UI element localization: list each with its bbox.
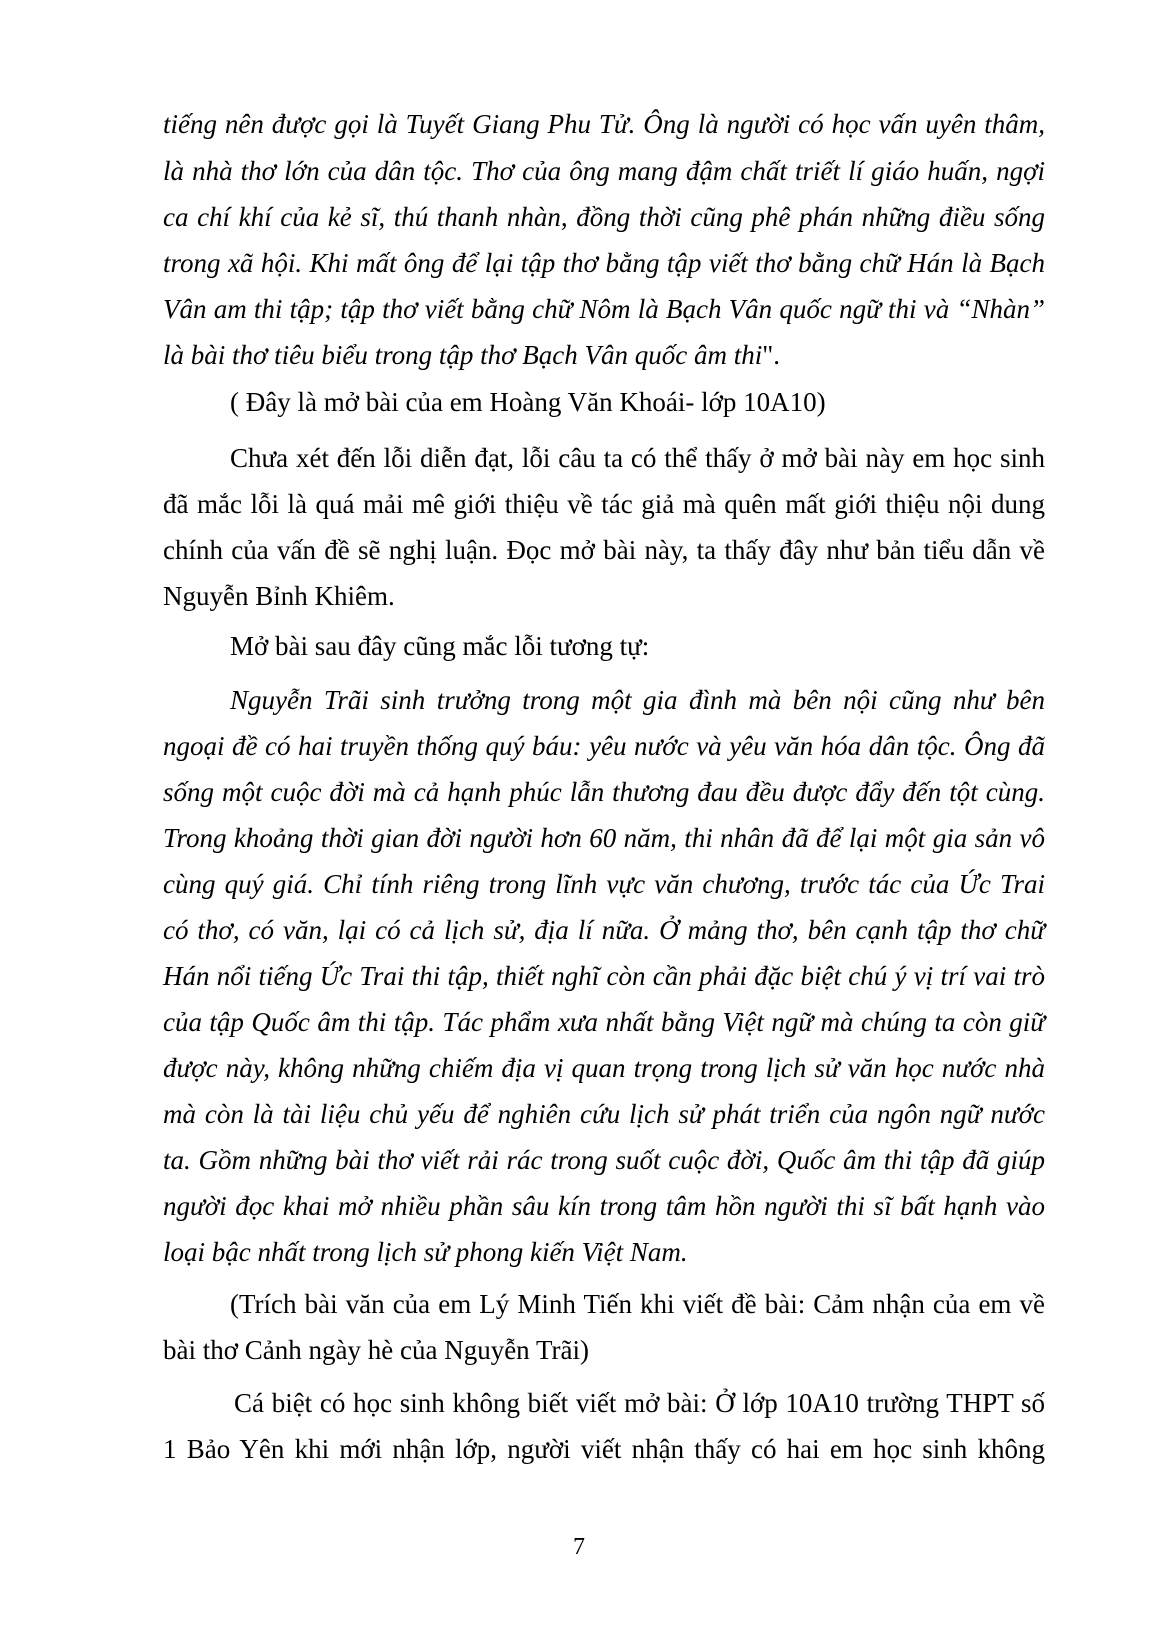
quote2-line: của tập Quốc âm thi tập. Tác phẩm xưa nhất bằng Việt ngữ mà chúng ta còn giữ [163, 1007, 1045, 1037]
quote2-line: Trong khoảng thời gian đời người hơn 60 năm, thi nhân đã để lại một gia sản vô [163, 823, 1045, 853]
quote1-line: trong xã hội. Khi mất ông để lại tập thơ bằng tập viết thơ bằng chữ Hán là Bạch [163, 248, 1045, 278]
quote2-line: loại bậc nhất trong lịch sử phong kiến Việt Nam. [163, 1237, 688, 1267]
source2-line: (Trích bài văn của em Lý Minh Tiến khi viết đề bài: Cảm nhận của em về [230, 1289, 1045, 1319]
quote2-line: có thơ, có văn, lại có cả lịch sử, địa lí nữa. Ở mảng thơ, bên cạnh tập thơ chữ [163, 915, 1045, 945]
source2-line: bài thơ Cảnh ngày hè của Nguyễn Trãi) [163, 1335, 589, 1365]
quote1-line: Vân am thi tập; tập thơ viết bằng chữ Nôm là Bạch Vân quốc ngữ thi và “Nhàn” [163, 294, 1045, 324]
quote1-line: ca chí khí của kẻ sĩ, thú thanh nhàn, đồng thời cũng phê phán những điều sống [163, 202, 1045, 232]
quote2-line: Hán nổi tiếng Ức Trai thi tập, thiết nghĩ còn cần phải đặc biệt chú ý vị trí vai trò [163, 961, 1045, 991]
para3-line: 1 Bảo Yên khi mới nhận lớp, người viết nhận thấy có hai em học sinh không [163, 1434, 1045, 1464]
quote1-last-line [163, 339, 1045, 371]
quote1-line: là nhà thơ lớn của dân tộc. Thơ của ông mang đậm chất triết lí giáo huấn, ngợi [163, 156, 1045, 186]
quote2-line: mà còn là tài liệu chủ yếu để nghiên cứu lịch sử phát triển của ngôn ngữ nước [163, 1099, 1045, 1129]
quote1-line: là bài thơ tiêu biểu trong tập thơ Bạch Vân quốc âm thi [163, 340, 763, 370]
source1: ( Đây là mở bài của em Hoàng Văn Khoái- lớp 10A10) [230, 387, 826, 417]
para1-line: Nguyễn Bỉnh Khiêm. [163, 581, 395, 611]
quote2-line: sống một cuộc đời mà cả hạnh phúc lẫn thương đau đều được đẩy đến tột cùng. [163, 777, 1045, 807]
quote2-line: người đọc khai mở nhiều phần sâu kín trong tâm hồn người thi sĩ bất hạnh vào [163, 1191, 1045, 1221]
quote2-line: được này, không những chiếm địa vị quan trọng trong lịch sử văn học nước nhà [163, 1053, 1045, 1083]
page-number: 7 [573, 1534, 585, 1560]
quote2-line: cùng quý giá. Chỉ tính riêng trong lĩnh vực văn chương, trước tác của Ức Trai [163, 869, 1045, 899]
quote2-line: ta. Gồm những bài thơ viết rải rác trong suốt cuộc đời, Quốc âm thi tập đã giúp [163, 1145, 1045, 1175]
quote2-line: ngoại đề có hai truyền thống quý báu: yêu nước và yêu văn hóa dân tộc. Ông đã [163, 731, 1045, 761]
quote2-line: Nguyễn Trãi sinh trưởng trong một gia đình mà bên nội cũng như bên [230, 685, 1045, 715]
quote1-closing: ". [762, 340, 781, 370]
para3-line: Cá biệt có học sinh không biết viết mở bài: Ở lớp 10A10 trường THPT số [234, 1388, 1045, 1418]
para1-line: Chưa xét đến lỗi diễn đạt, lỗi câu ta có thể thấy ở mở bài này em học sinh [230, 443, 1045, 473]
para1-line: chính của vấn đề sẽ nghị luận. Đọc mở bài này, ta thấy đây như bản tiểu dẫn về [163, 535, 1045, 565]
para2: Mở bài sau đây cũng mắc lỗi tương tự: [230, 631, 650, 661]
quote1-line: tiếng nên được gọi là Tuyết Giang Phu Tử. Ông là người có học vấn uyên thâm, [163, 109, 1045, 139]
para1-line: đã mắc lỗi là quá mải mê giới thiệu về tác giả mà quên mất giới thiệu nội dung [163, 489, 1045, 519]
